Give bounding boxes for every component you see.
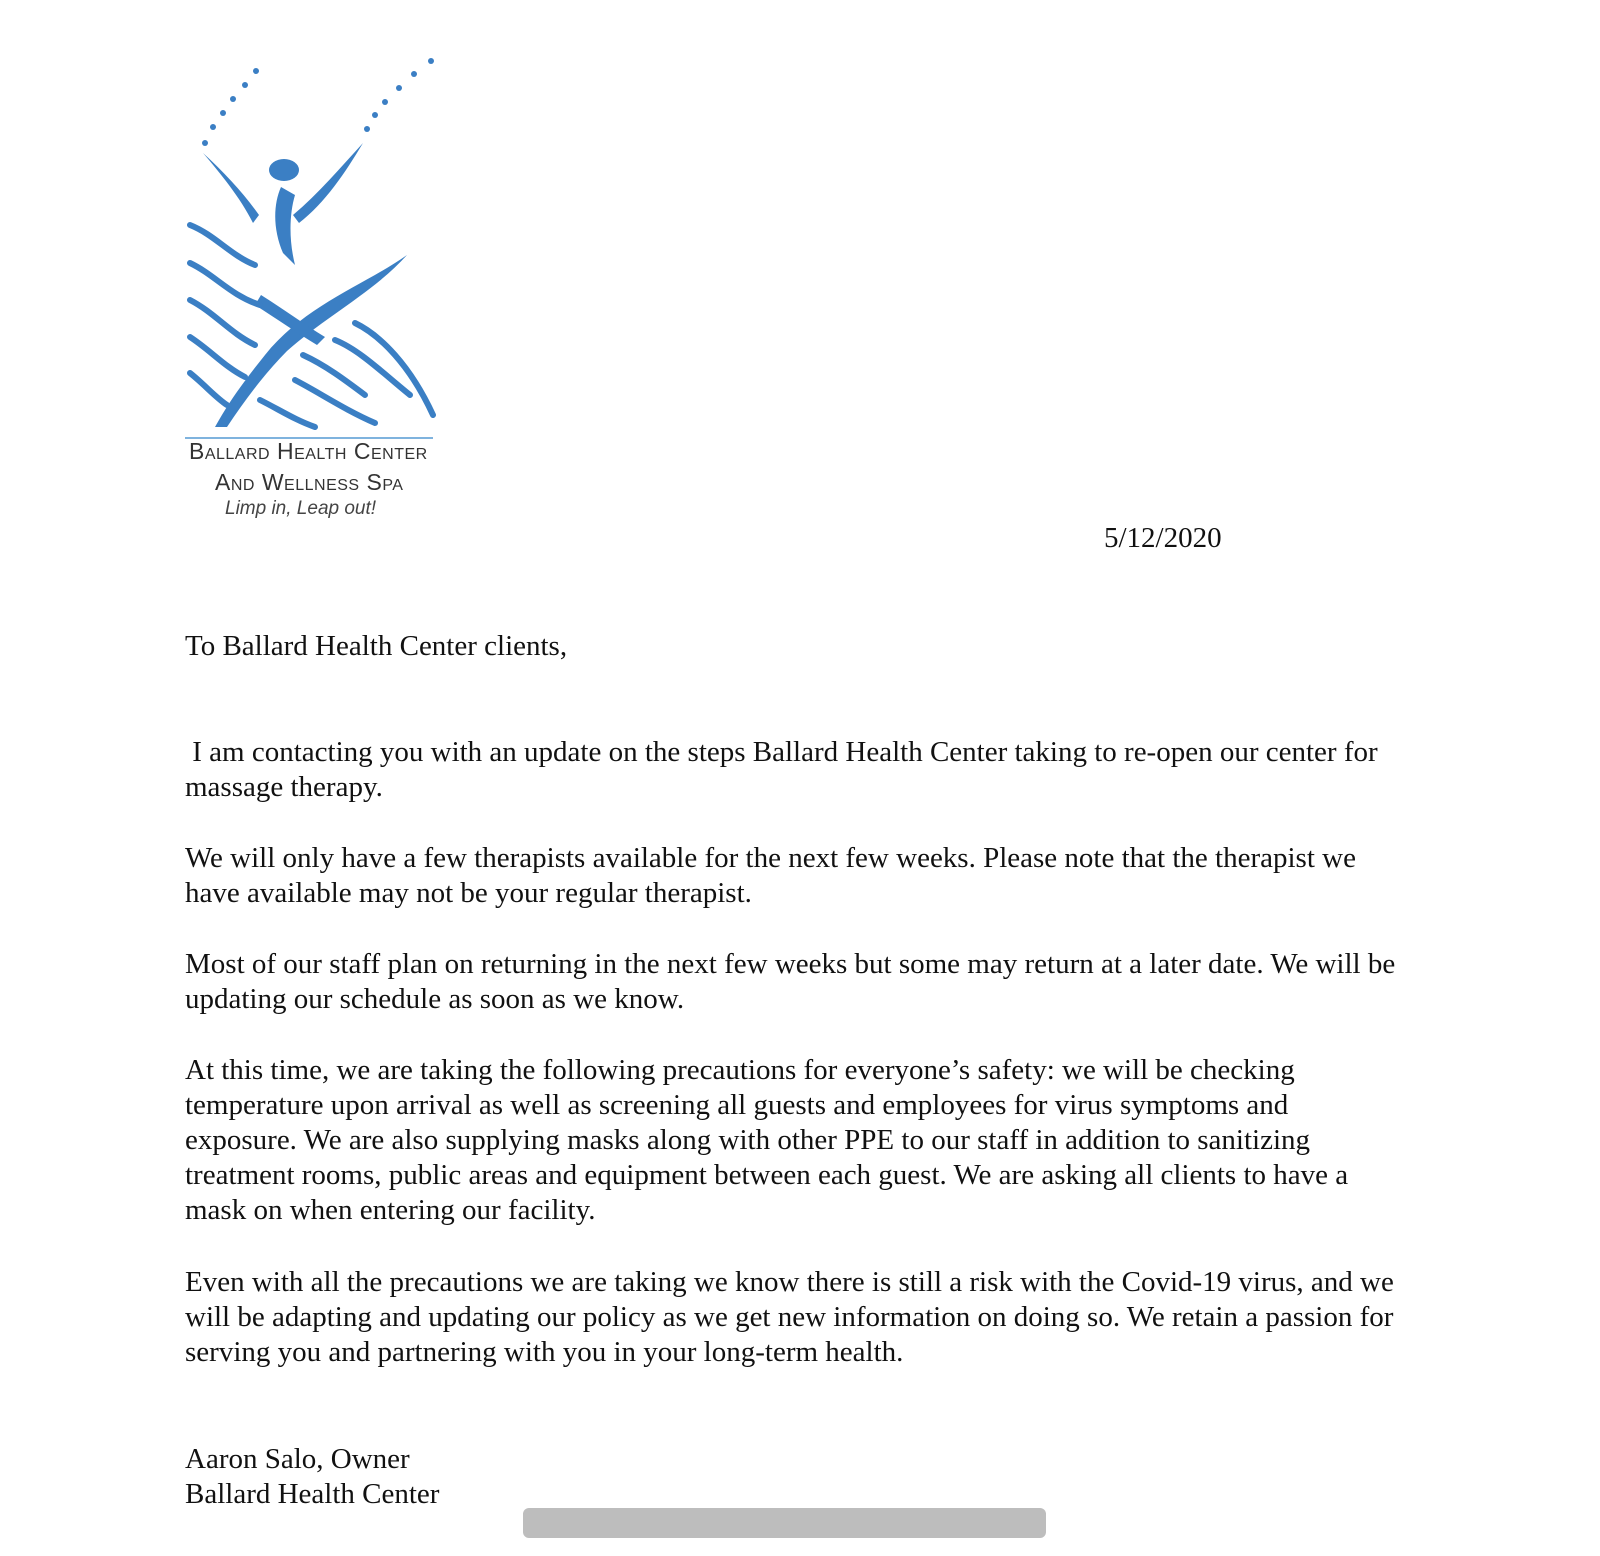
letter-signature — [185, 1442, 1400, 1512]
horizontal-scrollbar[interactable] — [523, 1508, 1046, 1538]
paragraph-text: Even with all the precautions we are taking we know there is still a risk with the Covid-19 virus, and we will be adapting and updating our policy as we get new information on doing so. We retain a passion for serving you and partnering with you in your long-term health. — [185, 1266, 1394, 1368]
logo-name-line2: And Wellness Spa — [215, 469, 404, 495]
dancer-waves-logo-icon — [185, 55, 445, 440]
logo-tagline: Limp in, Leap out! — [225, 498, 377, 519]
logo-name-line1: Ballard Health Center — [189, 438, 428, 464]
letter-salutation: To Ballard Health Center clients, — [185, 630, 568, 662]
letter-paragraph-2 — [185, 841, 1400, 911]
paragraph-text: We will only have a few therapists available for the next few weeks. Please note that the therapist we have available may not be your regular therapist. — [185, 842, 1356, 909]
signature-organization: Ballard Health Center — [185, 1478, 440, 1510]
paragraph-text: I am contacting you with an update on the steps Ballard Health Center taking to re-open our center for massage therapy. — [185, 736, 1385, 803]
letter-paragraph-1 — [185, 735, 1400, 805]
signature-name: Aaron Salo, Owner — [185, 1443, 410, 1475]
letter-paragraph-3 — [185, 947, 1400, 1017]
letter-date: 5/12/2020 — [1104, 522, 1222, 554]
paragraph-text: Most of our staff plan on returning in the next few weeks but some may return at a later date. We will be updating our schedule as soon as we know. — [185, 948, 1396, 1015]
letter-paragraph-5 — [185, 1265, 1400, 1370]
paragraph-text: At this time, we are taking the following precautions for everyone’s safety: we will be checking temperature upon arrival as well as screening all guests and employees for virus symptoms and exposure. We are also supplying masks along with other PPE to our staff in addition to sanitizing treatment rooms, public areas and equipment between each guest. We are asking all clients to have a mask on when entering our facility. — [185, 1054, 1349, 1226]
company-logo — [185, 55, 445, 535]
letter-paragraph-4 — [185, 1053, 1400, 1228]
